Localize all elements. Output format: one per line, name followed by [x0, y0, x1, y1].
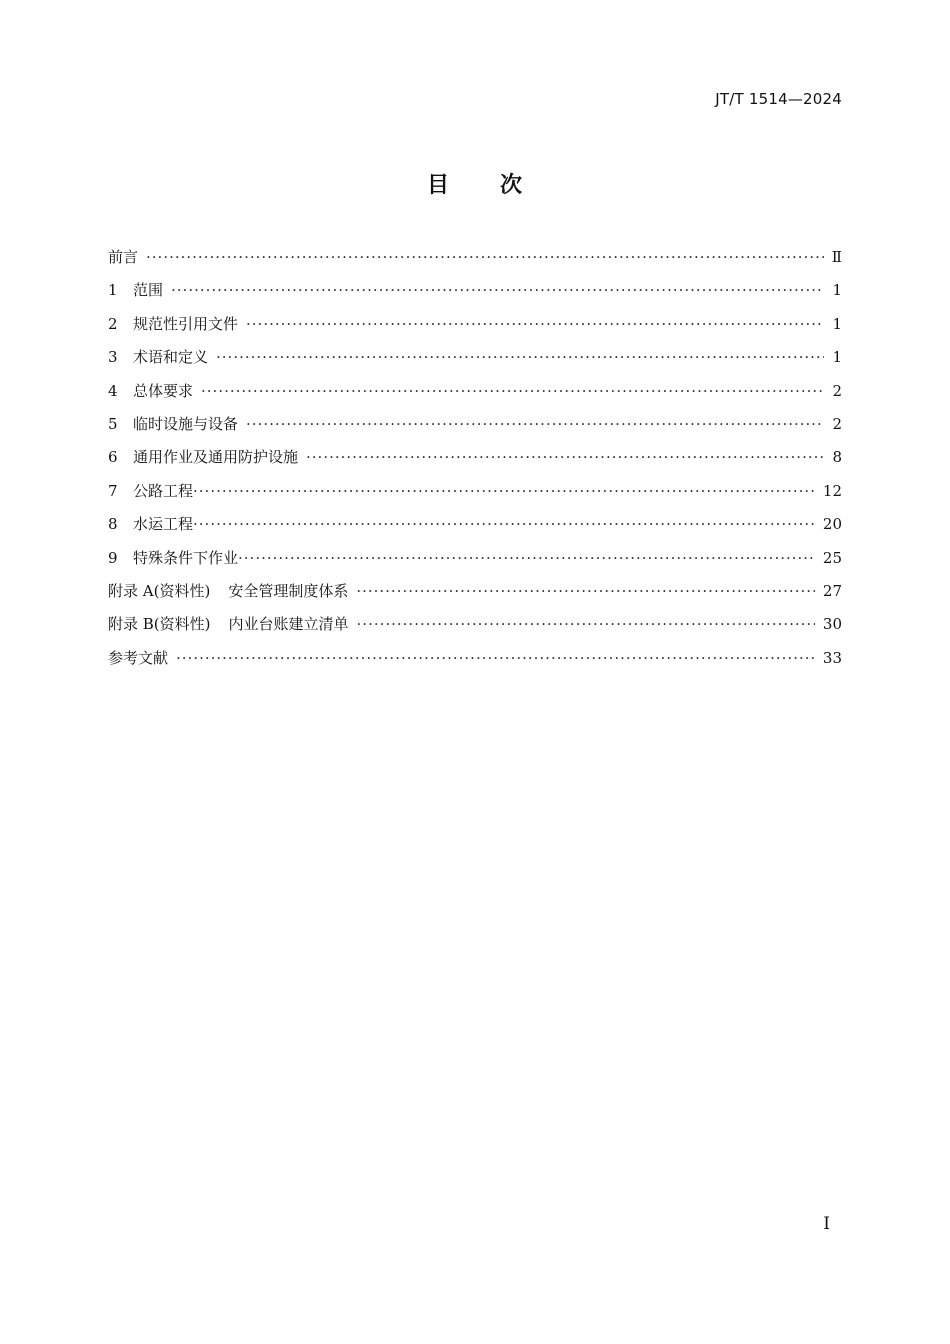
standard-code: JT/T 1514—2024 [715, 90, 842, 108]
toc-entry-label: 前言 [108, 248, 139, 266]
toc-entry-page: 30 [822, 615, 842, 634]
toc-entry-label: 术语和定义 [133, 348, 209, 367]
toc-entry-label: 通用作业及通用防护设施 [133, 448, 299, 467]
toc-entry-label: 安全管理制度体系 [228, 581, 349, 600]
toc-entry-7[interactable] [108, 480, 842, 513]
toc-entry-page: 2 [832, 381, 842, 400]
toc-leader-dots [246, 415, 824, 433]
toc-entry-6[interactable] [108, 446, 842, 479]
toc-leader-dots [306, 448, 824, 466]
toc-leader-dots [176, 649, 815, 667]
toc-entry-label: 公路工程 [133, 481, 194, 500]
toc-entry-page: 2 [832, 414, 842, 433]
toc-entry-page: 12 [822, 481, 842, 500]
toc-entry-5[interactable] [108, 413, 842, 446]
toc-entry-number: 1 [108, 281, 118, 300]
toc-entry-label: 参考文献 [108, 648, 169, 667]
toc-leader-dots [356, 582, 815, 600]
toc-entry-page: 1 [832, 348, 842, 367]
toc-entry-appendix-b[interactable] [108, 613, 842, 646]
page-number: I [823, 1214, 830, 1234]
toc-entry-foreword[interactable] [108, 246, 842, 279]
appendix-tag: 附录 B(资料性) [108, 615, 211, 634]
toc-entry-9[interactable] [108, 547, 842, 580]
page-title-char-2: 次 [500, 173, 524, 198]
page-title [0, 168, 950, 199]
appendix-tag: 附录 A(资料性) [108, 581, 211, 600]
toc-entry-page: 1 [832, 281, 842, 300]
toc-entry-number: 9 [108, 548, 118, 567]
toc-leader-dots [193, 515, 815, 533]
toc-entry-8[interactable] [108, 513, 842, 546]
toc-entry-number: 2 [108, 314, 118, 333]
toc-entry-number: 7 [108, 481, 118, 500]
toc-entry-page: 33 [822, 648, 842, 667]
toc-entry-number: 5 [108, 414, 118, 433]
toc-leader-dots [193, 482, 815, 500]
toc-leader-dots [357, 615, 815, 633]
toc-leader-dots [238, 549, 815, 567]
toc-entry-3[interactable] [108, 346, 842, 379]
page-title-char-1: 目 [426, 173, 450, 198]
toc-entry-page: 1 [832, 314, 842, 333]
toc-entry-2[interactable] [108, 313, 842, 346]
toc-leader-dots [171, 281, 824, 299]
toc-entry-page: 27 [822, 581, 842, 600]
toc-entry-number: 6 [108, 448, 118, 467]
toc-entry-page: 25 [822, 548, 842, 567]
toc-entry-page: 20 [822, 515, 842, 534]
toc-entry-appendix-a[interactable] [108, 580, 842, 613]
toc-leader-dots [201, 382, 824, 400]
toc-entry-label: 范围 [133, 281, 164, 300]
toc-entry-label: 总体要求 [133, 381, 194, 400]
toc-leader-dots [146, 248, 824, 266]
toc-entry-label: 内业台账建立清单 [228, 615, 349, 634]
toc-entry-label: 规范性引用文件 [133, 314, 239, 333]
toc-entry-page: 8 [832, 448, 842, 467]
toc-leader-dots [216, 348, 824, 366]
toc-entry-4[interactable] [108, 380, 842, 413]
toc-leader-dots [246, 315, 824, 333]
toc-entry-number: 4 [108, 381, 118, 400]
toc-entry-number: 8 [108, 515, 118, 534]
toc-entry-label: 水运工程 [133, 515, 194, 534]
toc-entry-1[interactable] [108, 279, 842, 312]
toc-entry-label: 临时设施与设备 [133, 414, 239, 433]
toc-entry-page: Ⅱ [831, 248, 842, 266]
toc-entry-label: 特殊条件下作业 [133, 548, 239, 567]
toc-entry-number: 3 [108, 348, 118, 367]
table-of-contents [108, 246, 842, 680]
toc-entry-bibliography[interactable] [108, 647, 842, 680]
